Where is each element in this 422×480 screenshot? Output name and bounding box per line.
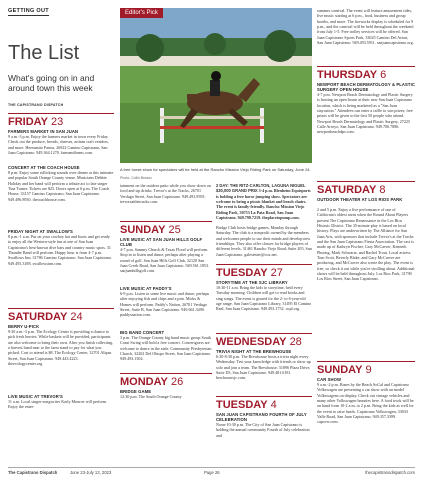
photo-caption: A free horse show for spectators will be held at the Rancho Mission Viejo Riding Park on Saturday, June 24. xyxy=(120,167,311,172)
grand-prix-title: 2 DAY: THE RITZ-CARLTON, LAGUNA NIGUEL $30,000 GRAND PRIX xyxy=(216,183,306,194)
day-heading-thursday: THURSDAY 6 xyxy=(317,66,415,81)
event-title: OUTDOOR THEATER AT LOS RIOS PARK xyxy=(317,197,403,202)
day-heading-friday: FRIDAY 23 xyxy=(8,113,114,128)
day-heading-tuesday-4: TUESDAY 4 xyxy=(216,396,312,411)
event-body: 9 a.m.-3 p.m. Enjoy the farmers market in town every Friday. Check out the produce, breads, cheeses, artisan craft vendors, and more. Hermanito Farms, 26922 Camino Capistrano, San Juan Capistrano. 949.364.1270. farmandfarms.com. xyxy=(8,134,109,156)
section-tag: GETTING OUT xyxy=(8,8,49,14)
event-title: CAR SHOW xyxy=(317,377,342,382)
event-body: 6:30-8:30 p.m. The Brewhouse hosts a trivia night every Wednesday. Test your knowledge with friends or show up solo and join a team. The Brewhouse, 31896 Plaza Drive, Suite D3, San Juan Capistrano. 949.481.6181. bewhousesjc.com. xyxy=(216,354,311,381)
event-title: STORYTIME AT THE SJC LIBRARY xyxy=(216,280,288,285)
event-title: LIVE MUSIC AT TREVOR'S xyxy=(8,394,63,399)
byline: THE CAPISTRANO DISPATCH xyxy=(8,103,64,107)
page-footer xyxy=(8,467,415,475)
day-heading-wednesday: WEDNESDAY 28 xyxy=(216,333,312,348)
event-title: LIVE MUSIC AT PADDY'S xyxy=(120,286,172,291)
event-title: SAN JUAN CAPISTRANO FOURTH OF JULY CELEBRATION xyxy=(216,412,307,422)
event-body: Noon-10:30 p.m. The City of San Juan Capistrano is holding the annual community Fourth of July celebration and xyxy=(216,422,310,438)
day-heading-tuesday: TUESDAY 27 xyxy=(216,264,312,279)
event-body: 8 p.m.-1 a.m. Put on your cowboy hat and boots and get ready to enjoy all the Western-style fun at one of San Juan Capistrano's best-known dive bars and country music spots. 31 Thunder Band will perform. Happy hour is from 4-7 p.m. Swallows Inn, 31786 Camino Capistrano. San Juan Capistrano. 949.493.3188. swallowsinn.com. xyxy=(8,234,112,266)
event-title: FARMERS MARKET IN SAN JUAN xyxy=(8,129,79,134)
event-body: 9 a.m.-2 p.m. Buses by the Beach SoCal and Capistrano Volkswagen are presenting a car show with an model Volkswagens on display. Check out vintage vehicles and many other Volkswagen beauties here. A food truck will be on hand from 10-2 a.m. to 2 p.m. Bring the kids as well for the event to raise funds. Capistrano Volkswagen, 33033 Valle Road, San Juan Capistrano. 949.357.3399. capovw.com. xyxy=(317,382,414,425)
event-body: 11 a.m. Local singer-songwriter Karly Monroe will perform. Enjoy the enter- xyxy=(8,399,108,410)
footer-publication: The Capistrano Dispatch xyxy=(8,470,58,475)
event-title: LIVE MUSIC AT SAN JUAN HILLS GOLF CLUB xyxy=(120,237,203,247)
event-body: 3 p.m. The Orange County big band music group South Coast Swing will hold a free concert. Concertgoers are welcome to dance in the aisle. Community Presbyterian Church, 32202 Del Obispo Street, San Juan Capistrano. 949.493.1502. xyxy=(120,335,212,362)
event-body: 4-7 p.m. Newport Beach Dermatology and Plastic Surgery is hosting an open house at their new San Juan Capistrano location, which is being marketed as a "San Juan staycation." Attendees can enter a raffle to win prizes; free prizes will be given to the first 50 people who attend. Newport Beach Dermatology and Plastic Surgery, 27225 Calle Arroyo, San Juan Capistrano. 949.706.7886. newportbeachdps.com. xyxy=(317,92,413,135)
editors-pick-photo xyxy=(120,8,312,163)
grand-prix-event xyxy=(216,183,312,220)
editors-pick-label: Editor's Pick xyxy=(120,8,163,18)
event-body: 9:30 a.m.-3 p.m. The Ecology Center is providing a chance to pick fresh berries. While baskets will be provided, participants are also welcome to bring their own. After you finish collecting, a harvest hand near to the farm stand to pay for what you picked. Cost to attend is $8. The Ecology Center, 32701 Alipaz Street, San Juan Capistrano. 949.443.4223. theecologycenter.org. xyxy=(8,329,114,367)
footer-dates: June 23-July 13, 2023 xyxy=(70,470,112,475)
event-title: BIG BAND CONCERT xyxy=(120,330,165,335)
event-title: TRIVIA NIGHT AT THE BREWHOUSE xyxy=(216,349,292,354)
event-title: CONCERT AT THE COACH HOUSE xyxy=(8,165,80,170)
event-title: FRIDAY NIGHT AT SWALLOW'S xyxy=(8,229,73,234)
page-intro: What's going on in and around town this week xyxy=(8,73,95,93)
event-body: 12:30 p.m. The South Orange County xyxy=(120,394,182,399)
event-body: 2 and 5 p.m. Enjoy a live performance of one of California's oldest areas when the Round About Players present The Capistrano Renaissance in the Los Rios Historic District. The 35-minute play is based on local history. Plays are underwritten by The Alliance for San Juan Arts, with sponsors that include Trevor's at the Tracks and the San Juan Capistrano Fiesta Association. The cast is made up of Kathryn Fischer, Gary McCarver, Kenneth Phuong, Mark Schwartz, and Rachel Trout. Local actress Tom Scott, Beverly Blake, and Gary McCarver are producing, and McCarver also wrote the play. The event is free, so check it out while you're strolling about. Additional shows will be held throughout July. Los Rios Park, 31790 Los Rios Street, San Juan Capistrano. xyxy=(317,207,415,282)
day-heading-monday: MONDAY 26 xyxy=(120,373,212,388)
grand-prix-body: 3-4 p.m. Blenheim Equisports is holding a free horse jumping show. Spectators are welcome to bring a picnic blanket and beach chairs. The event is family-friendly. Rancho Mission Viejo Riding Park, 30753 La Pata Road, San Juan Capistrano. 949.799.7219. theplacetopump.com. xyxy=(216,188,311,221)
day-heading-saturday-8: SATURDAY 8 xyxy=(317,181,415,196)
event-body: 6-9 p.m. Listen to some live music and dance, perhaps after enjoying fish and chips and a pint. Micks & Homes will perform. Paddy's Nation, 26701 Verdugo Street, Suite B, San Juan Capistrano. 949.661.3490. paddysnation.com. xyxy=(120,291,210,318)
continued-text: tainment on the outdoor patio while you chow down on food and sip drinks. Trevor's at the Tracks, 26701 Verdugo Street, San Juan Capistrano. 949.493.9593. trevorsatthetracks.com. xyxy=(120,183,211,205)
day-heading-sunday-9: SUNDAY 9 xyxy=(317,361,415,376)
event-title: BERRY U-PICK xyxy=(8,324,40,329)
footer-page: Page 26 xyxy=(204,470,220,475)
event-body: 10:30-11 a.m. Bring the kids to storytime, held every Tuesday morning. Children will get to read books and sing songs. The event is geared for the 2- to 6-year-old age range. San Juan Capistrano Library, 31495 El Camino Real, San Juan Capistrano. 949.493.1752. ocpl.org. xyxy=(216,285,312,312)
photo-credit: Photo: Collin Breaux xyxy=(120,176,152,180)
day-heading-sunday: SUNDAY 25 xyxy=(120,221,212,236)
continued-text: Bridge Club hosts bridge games, Monday through Saturday. The club is a nonprofit owned by the members and welcomes people to use their minds and develop new friendships. They also offer classes for bridge players of different levels. 31461 Rancho Viejo Road, Suite 205, San Juan Capistrano. galesenter@cox.net. xyxy=(216,225,312,257)
horse-jump-illustration xyxy=(120,8,312,163)
event-body: 4-7 p.m. Sammy Church & Texas Flood will perform. Stop in to listen and dance, perhaps after playing a round of golf. San Juan Hills Golf Club, 32120 San Juan Creek Road, San Juan Capistrano. 949.561.1853. sanjuanhillsgolf.com. xyxy=(120,247,210,274)
continued-text: summer carnival. The event will feature amusement rides, live music starting at 6 p.m., food, business and group booths, and more. The fireworks display is scheduled for 9 p.m., and the carnival will be held throughout the weekend from July 1-5. Free trolley services will be offered. San Juan Capistrano Sports Park, 33025 Camino Del Avion, San Juan Capistrano. 949.493.5911. sanjuancapistrano.org. xyxy=(317,8,414,46)
day-heading-saturday: SATURDAY 24 xyxy=(8,308,114,323)
event-title: NEWPORT BEACH DERMATOLOGY & PLASTIC SURGERY OPEN HOUSE xyxy=(317,82,415,92)
footer-site[interactable]: thecapistranodispatch.com xyxy=(365,470,415,475)
page-title: The List xyxy=(8,42,80,64)
event-body: 8 p.m. Enjoy some rollicking sounds over dinner at this intimate and popular South Orange County venue. Musicians Debbie Holiday and her band will perform a tribute act to late singer Tina Turner. Tickets are $25. Doors open at 6 p.m. The Coach House, 33157 Camino Capistrano, San Juan Capistrano. 949.496.8930. thecoachhouse.com. xyxy=(8,170,114,202)
event-title: BRIDGE GAME xyxy=(120,389,152,394)
